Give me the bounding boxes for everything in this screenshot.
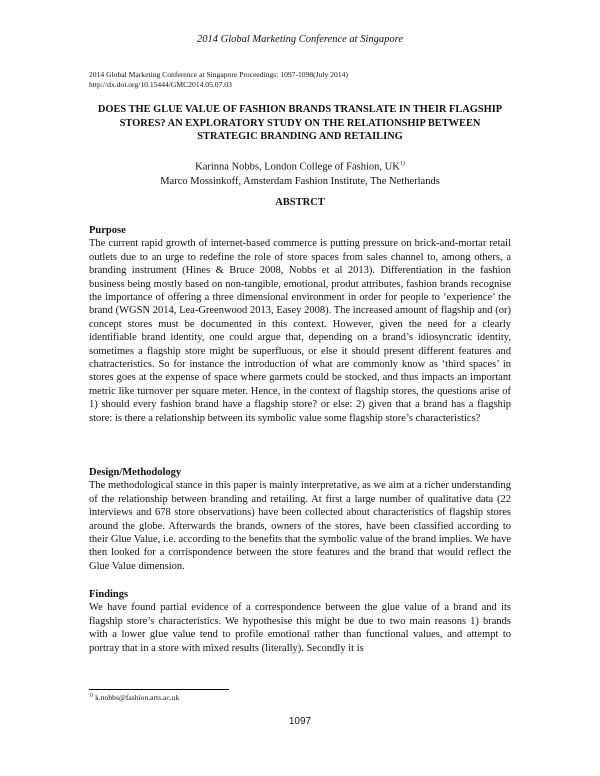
section-heading: Findings xyxy=(89,589,129,600)
section-heading: Purpose xyxy=(89,225,126,236)
author-line xyxy=(89,157,511,175)
citation-block xyxy=(89,70,348,90)
author-1-footnote-marker: 1) xyxy=(399,161,405,167)
footnote-email[interactable]: k.nobbs@fashion.arts.ac.uk xyxy=(93,693,180,702)
footnote xyxy=(89,693,179,702)
section-design-methodology xyxy=(89,466,511,573)
paper-title: DOES THE GLUE VALUE OF FASHION BRANDS TRANSLATE IN THEIR FLAGSHIP STORES? AN EXPLORATORY STUDY ON THE RELATIONSHIP BETWEEN STRATEGIC BRANDING AND RETAILING xyxy=(97,104,503,142)
footnote-divider xyxy=(89,689,229,690)
section-body: The methodological stance in this paper is mainly interpretative, as we aim at a richer understanding of the relationship between branding and retailing. At first a large number of qualitative data (22 interviews and 678 store observations) have been collected about characteristics of flagship stores around the globe. Afterwards the brands, owners of the stores, have been classified according to their Glue Value, i.e. according to the benefits that the symbolic value of the brand implies. We have then looked for a corrispondence between the store features and the brand that would reflect the Glue Value dimension. xyxy=(89,480,511,572)
page-number: 1097 xyxy=(288,716,312,727)
section-heading: Design/Methodology xyxy=(89,467,182,478)
running-head: 2014 Global Marketing Conference at Singapore xyxy=(197,34,403,45)
section-body: The current rapid growth of internet-based commerce is putting pressure on brick-and-mortar retail outlets due to an urge to redefine the role of store spaces from sales channel to, among others, a branding instrument (Hines & Bruce 2008, Nobbs et al 2013). Differentiation in the fashion business being mostly based on non-tangible, emotional, produt attributes, fashion brands recognise the importance of offering a three dimensional environment in order for people to ‘experience’ the brand (WGSN 2014, Lea-Greenwood 2013, Easey 2008). The increased amount of flagship and (or) concept stores must be documented in this context. However, given the need for a clearly identifiable brand identity, one could argue that, depending on a brand’s idiosyncratic identity, sometimes a flagship store might be superfluous, or else it should present different features and chatracteristics. So for instance the introduction of what are commonly know as ‘third spaces’ in stores goes at the expense of space where garmets could be stocked, and thus impacts an important metric like turnover per square meter. Hence, in the context of flagship stores, the questions arise of 1) should every fashion brand have a flagship store? or else: 2) given that a brand has a flagship store: is there a relationship between its symbolic value some flagship store’s characteristics? xyxy=(89,238,511,424)
footnote-marker: 1) xyxy=(89,693,94,699)
abstract-heading: ABSTRCT xyxy=(275,197,325,208)
section-findings xyxy=(89,588,511,655)
author-2: Marco Mossinkoff, Amsterdam Fashion Institute, The Netherlands xyxy=(160,176,440,187)
section-purpose xyxy=(89,224,511,425)
author-block xyxy=(89,157,511,190)
doi-link[interactable]: http://dx.doi.org/10.15444/GMC2014.05.07.03 xyxy=(89,80,232,89)
author-1: Karinna Nobbs, London College of Fashion, UK xyxy=(195,161,400,173)
section-body: We have found partial evidence of a correspondence between the glue value of a brand and its flagship store’s characteristics. We hypothesise this might be due to two main reasons 1) brands with a lower glue value tend to profile emotional rather than functional values, and attempt to portray that in a store with mixed results (literally). Secondly it is xyxy=(89,602,511,654)
citation-line: 2014 Global Marketing Conference at Singapore Proceedings: 1097-1098(July 2014) xyxy=(89,70,348,79)
